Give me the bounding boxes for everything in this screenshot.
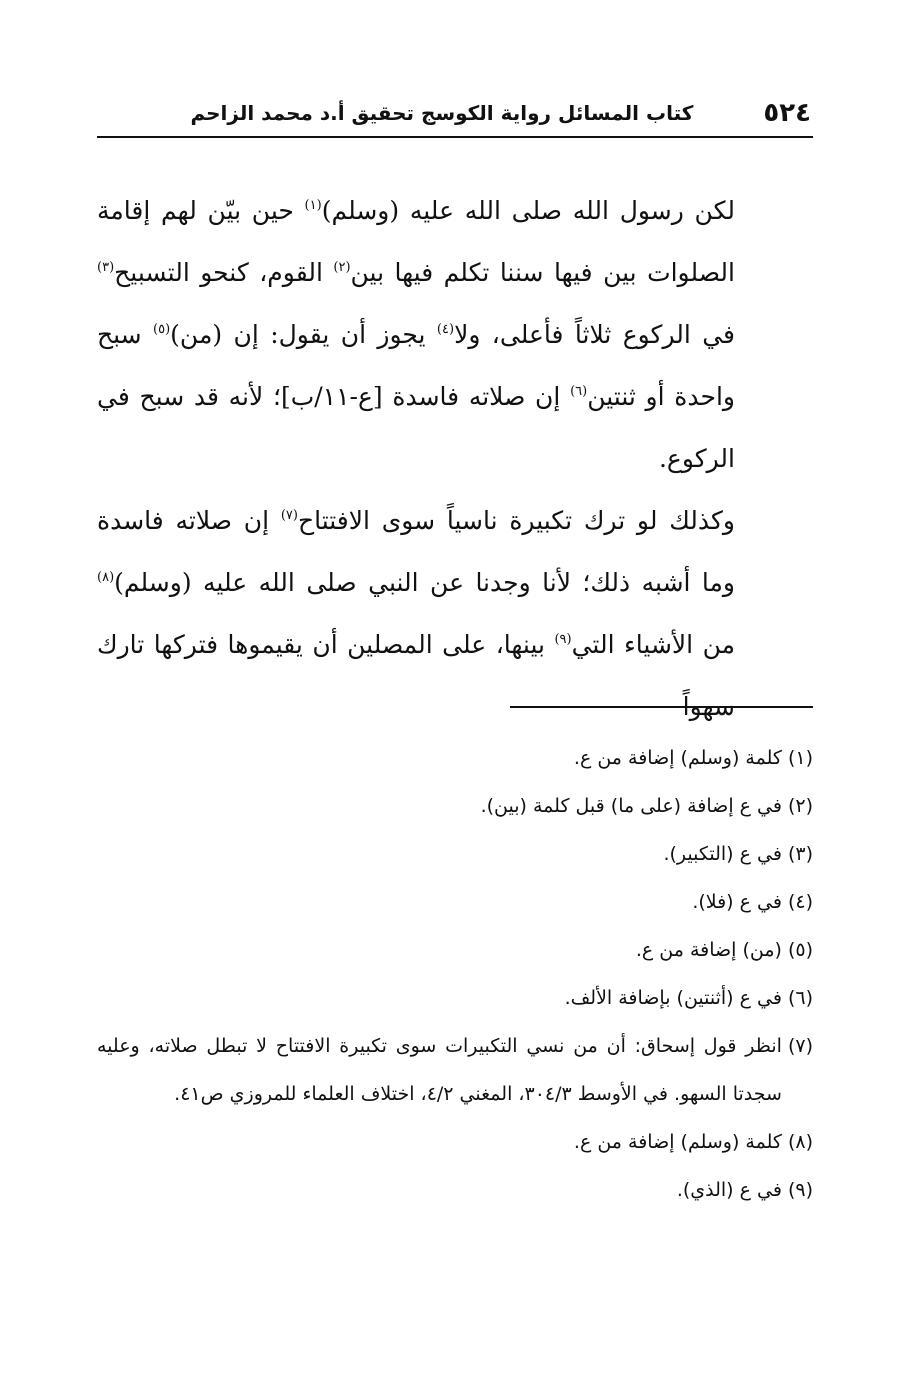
main-text bbox=[97, 180, 735, 738]
footnote-number: (١) bbox=[787, 747, 813, 769]
body-text: وكذلك لو ترك تكبيرة ناسياً سوى الافتتاح bbox=[297, 506, 735, 535]
footnote-marker: (٧) bbox=[280, 508, 298, 523]
body-text: من الأشياء التي bbox=[571, 630, 736, 659]
footnote-text: في ع (فلا). bbox=[692, 891, 782, 913]
footnote-item bbox=[97, 1166, 813, 1214]
footnote-number: (٧) bbox=[787, 1035, 813, 1057]
body-text: إن صلاته فاسدة [ع-١١/ب]؛ لأنه قد سبح في الركوع. bbox=[97, 382, 735, 473]
footnotes bbox=[97, 734, 813, 1214]
footnote-text: كلمة (وسلم) إضافة من ع. bbox=[573, 1131, 782, 1153]
body-paragraph bbox=[97, 180, 735, 490]
footnote-item bbox=[97, 830, 813, 878]
body-text: بينها، على المصلين أن يقيموها فتركها تارك سهواً bbox=[97, 630, 735, 721]
running-title: كتاب المسائل رواية الكوسج تحقيق أ.د محمد الزاحم bbox=[190, 101, 694, 125]
footnote-marker: (١) bbox=[304, 198, 322, 213]
footnote-number: (٤) bbox=[787, 891, 813, 913]
footnote-text: في ع (التكبير). bbox=[663, 843, 782, 865]
footnote-text: كلمة (وسلم) إضافة من ع. bbox=[573, 747, 782, 769]
footnote-marker: (٣) bbox=[97, 260, 115, 275]
footnote-item bbox=[97, 878, 813, 926]
footnote-text: (من) إضافة من ع. bbox=[635, 939, 782, 961]
body-text: في الركوع ثلاثاً فأعلى، ولا bbox=[454, 320, 735, 349]
footnote-number: (٥) bbox=[787, 939, 813, 961]
footnote-marker: (٨) bbox=[97, 570, 115, 585]
footnote-marker: (٥) bbox=[153, 322, 171, 337]
body-text: لكن رسول الله صلى الله عليه (وسلم) bbox=[321, 196, 735, 225]
footnote-text: في ع (الذي). bbox=[676, 1179, 782, 1201]
footnote-number: (٦) bbox=[787, 987, 813, 1009]
footnote-item bbox=[97, 1022, 813, 1118]
footnote-number: (٩) bbox=[787, 1179, 813, 1201]
footnote-text: في ع إضافة (على ما) قبل كلمة (بين). bbox=[480, 795, 782, 817]
body-text: يجوز أن يقول: إن (من) bbox=[170, 320, 437, 349]
footnote-marker: (٢) bbox=[333, 260, 351, 275]
footnote-number: (٢) bbox=[787, 795, 813, 817]
footnote-item bbox=[97, 734, 813, 782]
footnote-text: في ع (أثنتين) بإضافة الألف. bbox=[564, 987, 782, 1009]
body-text: حين بيّن لهم إقامة الصلوات بين فيها سننا تكلم فيها بين bbox=[97, 196, 735, 287]
footnote-number: (٣) bbox=[787, 843, 813, 865]
footnote-item bbox=[97, 1118, 813, 1166]
footnote-item bbox=[97, 974, 813, 1022]
footnote-separator bbox=[510, 706, 813, 708]
footnote-marker: (٩) bbox=[554, 632, 572, 647]
footnote-marker: (٦) bbox=[570, 384, 588, 399]
body-text: سبح واحدة أو ثنتين bbox=[97, 320, 735, 411]
footnote-marker: (٤) bbox=[436, 322, 455, 337]
body-paragraph bbox=[97, 490, 735, 738]
page-number: ٥٢٤ bbox=[763, 98, 811, 128]
page-header bbox=[97, 90, 813, 138]
footnote-item bbox=[97, 782, 813, 830]
body-text: إن صلاته فاسدة وما أشبه ذلك؛ لأنا وجدنا عن النبي صلى الله عليه (وسلم) bbox=[97, 506, 735, 597]
footnote-text: انظر قول إسحاق: أن من نسي التكبيرات سوى تكبيرة الافتتاح لا تبطل صلاته، وعليه سجدتا السهو. في الأوسط ٣٠٤/٣، المغني ٤/٢، اختلاف العلماء للمروزي ص٤١. bbox=[97, 1035, 782, 1105]
footnote-item bbox=[97, 926, 813, 974]
body-text: القوم، كنحو التسبيح bbox=[114, 258, 334, 287]
footnote-number: (٨) bbox=[787, 1131, 813, 1153]
